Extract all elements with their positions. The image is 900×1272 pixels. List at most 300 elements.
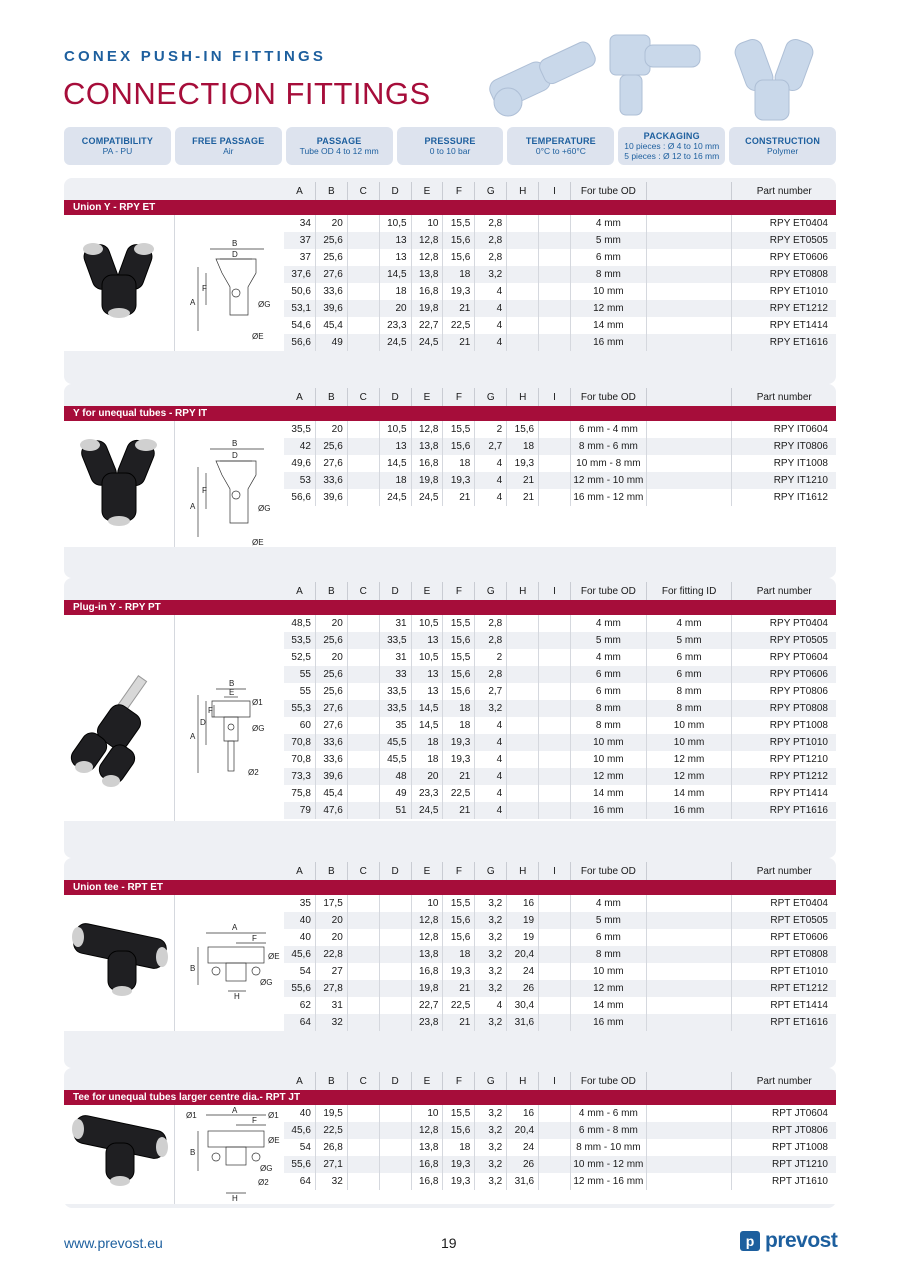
table-cell — [647, 317, 733, 334]
table-cell: 3,2 — [475, 1173, 507, 1190]
column-header-cell: I — [539, 862, 571, 880]
dim-e: ØE — [252, 332, 264, 341]
table-cell: 24 — [507, 963, 539, 980]
table-cell: 45,6 — [284, 1122, 316, 1139]
table-cell — [348, 963, 380, 980]
table-cell: 8 mm - 10 mm — [571, 1139, 647, 1156]
brand-logo — [740, 1229, 837, 1253]
table-cell: 25,6 — [316, 249, 348, 266]
section-title: Union tee - RPT ET — [64, 880, 836, 895]
table-cell: 14 mm — [647, 785, 733, 802]
table-cell: 22,8 — [316, 946, 348, 963]
table-cell — [539, 700, 571, 717]
part-number-cell: RPY ET0404 — [769, 218, 828, 229]
dim-d: D — [232, 250, 238, 259]
table-cell: 54,6 — [284, 317, 316, 334]
table-cell: 5 mm — [571, 232, 647, 249]
table-cell — [647, 1014, 733, 1031]
part-number-cell: RPT ET1212 — [770, 983, 828, 994]
dim-f: F — [252, 1116, 257, 1125]
table-cell: 4 — [475, 785, 507, 802]
table-cell: 23,3 — [380, 317, 412, 334]
table-cell — [539, 666, 571, 683]
table-row — [284, 632, 836, 649]
table-cell: 24,5 — [412, 802, 444, 819]
table-cell: 12,8 — [412, 249, 444, 266]
column-header-cell: Part number — [756, 1075, 812, 1087]
table-cell: 21 — [507, 489, 539, 506]
table-cell: 2,8 — [475, 232, 507, 249]
dim-g: ØG — [260, 1164, 273, 1173]
table-cell: 31 — [380, 615, 412, 632]
table-cell — [348, 455, 380, 472]
column-header-cell: C — [348, 388, 380, 406]
section-tee-unequal — [64, 1068, 836, 1208]
table-cell — [507, 300, 539, 317]
table-cell: 23,3 — [412, 785, 444, 802]
table-cell — [348, 649, 380, 666]
column-header-cell: I — [539, 182, 571, 200]
table-cell — [539, 946, 571, 963]
table-row — [284, 946, 836, 963]
column-header-cell: H — [507, 388, 539, 406]
table-cell: 37,6 — [284, 266, 316, 283]
column-header-cell: C — [348, 582, 380, 600]
section-title: Tee for unequal tubes larger centre dia.- RPT JT — [64, 1090, 836, 1105]
table-cell — [507, 334, 539, 351]
table-cell — [380, 1139, 412, 1156]
column-header-cell: F — [443, 862, 475, 880]
table-cell: 18 — [412, 751, 444, 768]
website-link[interactable]: www.prevost.eu — [64, 1235, 163, 1251]
table-cell: 49 — [316, 334, 348, 351]
table-cell: 10 — [412, 895, 444, 912]
part-number-cell: RPY ET0505 — [769, 235, 828, 246]
table-cell — [647, 300, 733, 317]
table-cell: 27,1 — [316, 1156, 348, 1173]
table-cell: 16,8 — [412, 455, 444, 472]
table-cell — [348, 717, 380, 734]
dim-d: D — [232, 451, 238, 460]
table-cell — [647, 249, 733, 266]
table-cell: 51 — [380, 802, 412, 819]
table-cell: 21 — [443, 768, 475, 785]
table-cell: 24,5 — [380, 489, 412, 506]
table-cell: 6 mm — [647, 666, 733, 683]
table-cell — [539, 751, 571, 768]
column-header-cell: C — [348, 1072, 380, 1090]
table-row — [284, 666, 836, 683]
table-cell: 16 — [507, 1105, 539, 1122]
spec-pressure: PRESSURE 0 to 10 bar — [397, 127, 504, 165]
column-header-cell: A — [284, 388, 316, 406]
table-cell — [348, 1173, 380, 1190]
part-number-cell: RPT JT1610 — [772, 1176, 828, 1187]
table-cell — [539, 734, 571, 751]
table-cell: 20 — [380, 300, 412, 317]
table-cell: 18 — [443, 266, 475, 283]
table-cell — [647, 489, 733, 506]
table-cell: 4 — [475, 300, 507, 317]
table-cell: 14 mm — [571, 997, 647, 1014]
table-cell — [539, 615, 571, 632]
table-cell — [539, 997, 571, 1014]
table-cell — [348, 1122, 380, 1139]
part-number-cell: RPY ET0808 — [769, 269, 828, 280]
table-cell: 13,8 — [412, 1139, 444, 1156]
table-cell: 20 — [316, 912, 348, 929]
column-header-cell: A — [284, 1072, 316, 1090]
part-number-cell: RPT JT1210 — [772, 1159, 828, 1170]
table-cell — [539, 421, 571, 438]
table-cell: 6 mm - 8 mm — [571, 1122, 647, 1139]
column-header-cell: For tube OD — [571, 862, 647, 880]
table-cell: 33,5 — [380, 700, 412, 717]
table-cell: 2,8 — [475, 666, 507, 683]
table-cell: 53 — [284, 472, 316, 489]
table-cell: 18 — [380, 472, 412, 489]
part-number-cell: RPY PT0505 — [769, 635, 828, 646]
dim-e: ØE — [268, 1136, 280, 1145]
column-header-cell: F — [443, 388, 475, 406]
table-cell: 10 — [412, 215, 444, 232]
column-header-cell: G — [475, 582, 507, 600]
table-cell — [539, 283, 571, 300]
part-number-cell: RPY PT1210 — [769, 754, 828, 765]
table-cell: 3,2 — [475, 1105, 507, 1122]
table-cell — [647, 1173, 733, 1190]
column-header-cell: For fitting ID — [647, 582, 733, 600]
table-cell — [380, 1122, 412, 1139]
section-y-unequal — [64, 384, 836, 578]
table-cell — [507, 700, 539, 717]
table-cell — [348, 980, 380, 997]
table-cell — [348, 683, 380, 700]
table-cell — [647, 912, 733, 929]
dim-g: ØG — [258, 300, 271, 309]
table-cell: 13 — [412, 683, 444, 700]
table-row — [284, 700, 836, 717]
column-header-cell: C — [348, 182, 380, 200]
table-cell: 19,3 — [443, 963, 475, 980]
table-cell: 3,2 — [475, 1014, 507, 1031]
table-row — [284, 300, 836, 317]
column-header-cell: D — [380, 388, 412, 406]
table-cell: 4 — [475, 751, 507, 768]
table-cell: 12 mm — [571, 768, 647, 785]
table-cell: 15,6 — [507, 421, 539, 438]
table-cell: 16 mm - 12 mm — [571, 489, 647, 506]
section-union-y — [64, 178, 836, 384]
table-cell: 3,2 — [475, 895, 507, 912]
table-row — [284, 768, 836, 785]
table-cell: 33,6 — [316, 751, 348, 768]
table-cell: 48,5 — [284, 615, 316, 632]
table-cell — [647, 472, 733, 489]
table-cell: 35 — [380, 717, 412, 734]
table-cell: 10 mm — [571, 734, 647, 751]
table-cell: 18 — [443, 1139, 475, 1156]
table-row — [284, 683, 836, 700]
table-cell — [507, 615, 539, 632]
table-cell: 20 — [316, 649, 348, 666]
dim-h: H — [234, 992, 240, 1001]
column-header-cell: A — [284, 582, 316, 600]
column-header-cell: A — [284, 182, 316, 200]
table-cell — [380, 912, 412, 929]
table-cell: 37 — [284, 249, 316, 266]
table-cell: 27,6 — [316, 455, 348, 472]
table-cell: 15,6 — [443, 1122, 475, 1139]
table-cell — [539, 1139, 571, 1156]
table-cell: 20 — [412, 768, 444, 785]
table-cell — [348, 215, 380, 232]
part-number-cell: RPY IT1612 — [773, 492, 828, 503]
table-cell: 14,5 — [412, 700, 444, 717]
table-cell — [647, 929, 733, 946]
table-cell: 12 mm - 10 mm — [571, 472, 647, 489]
table-cell: 4 — [475, 717, 507, 734]
part-number-cell: RPY ET1212 — [769, 303, 828, 314]
product-photo — [64, 895, 175, 1031]
table-cell — [380, 1173, 412, 1190]
table-cell: 4 mm — [571, 895, 647, 912]
table-row — [284, 455, 836, 472]
table-cell — [647, 895, 733, 912]
table-cell: 39,6 — [316, 300, 348, 317]
table-cell — [647, 1139, 733, 1156]
table-cell: 45,6 — [284, 946, 316, 963]
dim-f: F — [252, 934, 257, 943]
table-cell: 3,2 — [475, 266, 507, 283]
column-header-cell: E — [412, 388, 444, 406]
column-header-cell: B — [316, 1072, 348, 1090]
table-cell: 15,6 — [443, 438, 475, 455]
table-cell — [348, 1139, 380, 1156]
column-header-cell: Part number — [756, 391, 812, 403]
product-photo — [64, 421, 175, 547]
table-cell — [507, 266, 539, 283]
column-header — [284, 388, 836, 406]
dimension-drawing — [176, 1105, 284, 1209]
table-cell: 15,5 — [443, 615, 475, 632]
table-cell — [647, 283, 733, 300]
table-cell — [348, 232, 380, 249]
section-title: Y for unequal tubes - RPY IT — [64, 406, 836, 421]
table-cell: 55 — [284, 666, 316, 683]
table-cell: 55,6 — [284, 1156, 316, 1173]
table-cell: 3,2 — [475, 912, 507, 929]
column-header-cell: G — [475, 1072, 507, 1090]
table-cell: 10 mm — [647, 717, 733, 734]
data-rows — [284, 421, 836, 506]
table-cell: 10 mm - 8 mm — [571, 455, 647, 472]
column-header-cell: E — [412, 1072, 444, 1090]
table-cell: 45,4 — [316, 317, 348, 334]
dim-a: A — [190, 732, 196, 741]
part-number-cell: RPY PT0606 — [769, 669, 828, 680]
table-cell: 19 — [507, 929, 539, 946]
data-rows — [284, 1105, 836, 1190]
table-cell: 19,3 — [443, 472, 475, 489]
column-header-cell: B — [316, 182, 348, 200]
table-cell — [348, 1105, 380, 1122]
table-cell: 4 mm — [647, 615, 733, 632]
table-cell: 40 — [284, 929, 316, 946]
part-number-cell: RPY IT1210 — [773, 475, 828, 486]
table-cell: 18 — [380, 283, 412, 300]
table-cell — [539, 472, 571, 489]
table-cell: 3,2 — [475, 1156, 507, 1173]
table-cell — [647, 946, 733, 963]
table-row — [284, 912, 836, 929]
part-number-cell: RPY PT0404 — [769, 618, 828, 629]
column-header-cell: G — [475, 862, 507, 880]
table-cell: 31 — [316, 997, 348, 1014]
dimension-drawing — [176, 895, 284, 1036]
column-header-cell: I — [539, 388, 571, 406]
table-cell — [539, 895, 571, 912]
column-header-cell — [647, 862, 733, 880]
table-cell — [539, 649, 571, 666]
column-header-cell: H — [507, 1072, 539, 1090]
table-cell — [380, 1105, 412, 1122]
dim-diameter-1-left: Ø1 — [186, 1111, 197, 1120]
table-cell: 33,5 — [380, 632, 412, 649]
table-cell: 16 mm — [571, 1014, 647, 1031]
table-cell: 18 — [443, 946, 475, 963]
table-cell: 5 mm — [571, 912, 647, 929]
table-cell: 45,5 — [380, 751, 412, 768]
table-cell: 4 — [475, 768, 507, 785]
table-cell — [507, 215, 539, 232]
table-cell: 42 — [284, 438, 316, 455]
table-row — [284, 472, 836, 489]
table-cell: 4 — [475, 317, 507, 334]
table-cell — [380, 1014, 412, 1031]
column-header-cell: Part number — [756, 585, 812, 597]
table-cell — [348, 1014, 380, 1031]
table-cell: 27 — [316, 963, 348, 980]
table-cell: 55 — [284, 683, 316, 700]
table-cell — [348, 300, 380, 317]
table-cell: 33,6 — [316, 283, 348, 300]
table-cell: 12,8 — [412, 1122, 444, 1139]
table-row — [284, 215, 836, 232]
dim-b: B — [190, 964, 196, 973]
table-cell: 4 — [475, 734, 507, 751]
part-number-cell: RPY PT0806 — [769, 686, 828, 697]
dim-b: B — [232, 239, 238, 248]
data-rows — [284, 615, 836, 819]
table-cell: 8 mm — [571, 266, 647, 283]
spec-passage: PASSAGE Tube OD 4 to 12 mm — [286, 127, 393, 165]
table-cell: 10 — [412, 1105, 444, 1122]
column-header-cell: C — [348, 862, 380, 880]
table-cell: 14,5 — [412, 717, 444, 734]
table-cell — [539, 300, 571, 317]
table-row — [284, 421, 836, 438]
table-cell — [380, 963, 412, 980]
section-kicker: CONEX PUSH-IN FITTINGS — [64, 48, 327, 65]
table-cell: 70,8 — [284, 751, 316, 768]
table-cell: 12 mm — [571, 980, 647, 997]
table-cell: 33,5 — [380, 683, 412, 700]
table-cell — [348, 768, 380, 785]
table-cell: 22,5 — [316, 1122, 348, 1139]
table-cell — [647, 266, 733, 283]
table-cell: 54 — [284, 1139, 316, 1156]
table-cell — [539, 489, 571, 506]
table-cell: 56,6 — [284, 334, 316, 351]
table-cell: 2,8 — [475, 215, 507, 232]
table-cell — [539, 802, 571, 819]
table-cell: 12 mm — [647, 751, 733, 768]
table-cell: 15,5 — [443, 1105, 475, 1122]
column-header-cell: B — [316, 582, 348, 600]
table-cell: 4 — [475, 997, 507, 1014]
table-cell: 3,2 — [475, 1139, 507, 1156]
table-cell: 20,4 — [507, 1122, 539, 1139]
dim-b: B — [232, 439, 238, 448]
table-cell: 4 — [475, 334, 507, 351]
table-cell: 10 mm — [571, 283, 647, 300]
table-cell: 2,8 — [475, 615, 507, 632]
table-cell: 13 — [412, 632, 444, 649]
table-cell — [647, 963, 733, 980]
dim-diameter-1: Ø1 — [252, 698, 263, 707]
table-cell: 32 — [316, 1173, 348, 1190]
page-number: 19 — [441, 1235, 457, 1251]
table-cell: 4 — [475, 455, 507, 472]
table-cell: 19,3 — [443, 751, 475, 768]
table-row — [284, 249, 836, 266]
table-cell: 24 — [507, 1139, 539, 1156]
dim-f: F — [208, 706, 213, 715]
table-cell — [507, 632, 539, 649]
table-cell: 16 mm — [647, 802, 733, 819]
table-cell: 12 mm — [571, 300, 647, 317]
table-cell: 4 — [475, 283, 507, 300]
dim-b: B — [190, 1148, 196, 1157]
dim-h: H — [232, 1194, 238, 1203]
table-cell — [507, 751, 539, 768]
table-cell: 27,6 — [316, 717, 348, 734]
table-cell: 64 — [284, 1173, 316, 1190]
table-row — [284, 929, 836, 946]
table-cell — [348, 700, 380, 717]
table-cell — [380, 929, 412, 946]
logo-mark-icon: p — [740, 1231, 760, 1251]
table-cell: 25,6 — [316, 666, 348, 683]
product-photo — [64, 215, 175, 351]
table-cell: 56,6 — [284, 489, 316, 506]
table-row — [284, 334, 836, 351]
table-cell: 30,4 — [507, 997, 539, 1014]
table-cell: 14 mm — [571, 317, 647, 334]
table-cell — [348, 615, 380, 632]
table-cell — [348, 751, 380, 768]
table-cell: 10,5 — [380, 421, 412, 438]
table-cell: 15,5 — [443, 421, 475, 438]
table-cell: 8 mm — [647, 700, 733, 717]
table-cell: 12,8 — [412, 929, 444, 946]
table-cell — [348, 632, 380, 649]
table-cell: 21 — [443, 334, 475, 351]
table-row — [284, 1122, 836, 1139]
table-cell: 17,5 — [316, 895, 348, 912]
table-cell: 6 mm — [571, 929, 647, 946]
